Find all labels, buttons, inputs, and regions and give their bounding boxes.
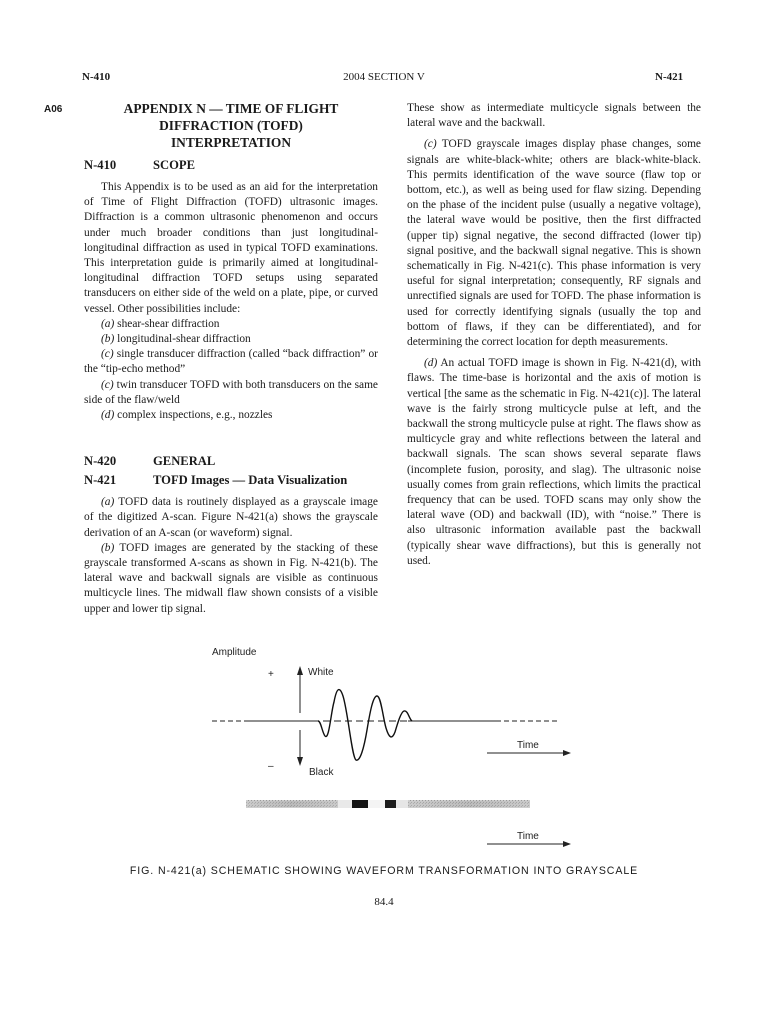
appendix-title-line: DIFFRACTION (TOFD) bbox=[159, 118, 303, 133]
time-label-upper: Time bbox=[517, 740, 539, 751]
list-text: shear-shear diffraction bbox=[117, 317, 220, 330]
paragraph-text: TOFD data is routinely displayed as a grayscale image of the digitized A-scan. Figure N-421(a) shows the grayscale derivation of an A-scan (or waveform) signal. bbox=[84, 496, 378, 539]
waveform-grayscale-figure bbox=[0, 640, 768, 855]
list-item bbox=[84, 378, 378, 408]
section-number: N-421 bbox=[84, 473, 117, 488]
black-label: Black bbox=[309, 767, 334, 778]
list-marker: (d) bbox=[101, 409, 115, 422]
paragraph-d bbox=[407, 356, 701, 569]
minus-sign: – bbox=[268, 761, 274, 772]
paragraph-marker: (d) bbox=[424, 357, 438, 370]
header-title: 2004 SECTION V bbox=[343, 71, 425, 83]
scope-paragraph: This Appendix is to be used as an aid for the interpretation of Time of Flight Diffraction (TOFD) ultrasonic images. Diffraction is a common ultrasonic phenomenon and occurs under much broader conditions than just longitudinal-longitudinal diffraction as used in typical TOFD examinations. This interpretation guide is primarily aimed at longitudinal-longitudinal diffraction TOFD setups using separated transducers on either side of the weld on a plate, pipe, or curved vessel. Other possibilities include: bbox=[84, 181, 378, 315]
header-section-left: N-410 bbox=[82, 71, 111, 83]
section-number: N-410 bbox=[84, 158, 117, 172]
amplitude-label: Amplitude bbox=[212, 647, 257, 658]
paragraph-a bbox=[84, 495, 378, 541]
list-marker: (b) bbox=[101, 333, 115, 346]
paragraph-c bbox=[407, 137, 701, 350]
list-text: single transducer diffraction (called “back diffraction” or the “tip-echo method” bbox=[84, 348, 378, 376]
left-column bbox=[84, 100, 378, 617]
section-number: N-420 bbox=[84, 454, 117, 469]
paragraph-marker: (c) bbox=[424, 138, 437, 151]
figure-caption: FIG. N-421(a) SCHEMATIC SHOWING WAVEFORM TRANSFORMATION INTO GRAYSCALE bbox=[129, 865, 639, 877]
list-text: longitudinal-shear diffraction bbox=[117, 333, 251, 346]
page-number: 84.4 bbox=[374, 896, 394, 908]
white-label: White bbox=[308, 667, 334, 678]
plus-sign: + bbox=[268, 669, 274, 680]
appendix-title-line: APPENDIX N — TIME OF FLIGHT bbox=[123, 101, 339, 116]
section-title: SCOPE bbox=[153, 158, 195, 172]
paragraph-text: TOFD images are generated by the stacking of these grayscale transformed A-scans as shown in Fig. N-421(b). The lateral wave and backwall signals are visible as continuous multicycle lines. The midwall flaw shown consists of a visible upper and lower tip signal. bbox=[84, 541, 378, 615]
paragraph-b bbox=[84, 541, 378, 617]
time-label-lower: Time bbox=[517, 831, 539, 842]
right-column bbox=[407, 101, 701, 569]
list-item bbox=[84, 408, 378, 423]
margin-revision-tag: A06 bbox=[44, 104, 63, 115]
paragraph-marker: (b) bbox=[101, 541, 115, 554]
arrow-right-icon bbox=[563, 841, 571, 847]
list-item bbox=[84, 347, 378, 377]
section-heading-tofd-images bbox=[84, 472, 378, 489]
list-marker: (a) bbox=[101, 317, 115, 330]
continued-paragraph: These show as intermediate multicycle signals between the lateral wave and the backwall. bbox=[407, 102, 701, 130]
list-marker: (c) bbox=[101, 348, 114, 361]
list-item bbox=[84, 332, 378, 347]
paragraph-text: An actual TOFD image is shown in Fig. N-421(d), with flaws. The time-base is horizontal and the axis of motion is vertical [the same as the schematic in Fig. N-421(c)]. The lateral wave is the fairly strong multicycle pulse at left, and the backwall the strong multicycle pulse at right. The flaws show as multicycle gray and white reflections between the lateral and backwall signals. The scan shows several separate flaws (incomplete fusion, porosity, and slag). The ultrasonic noise usually comes from grain reflections, which limits the practical frequency that can be used. TOFD scans may only show the lateral wave (OD) and backwall (ID), with “noise.” There is also ultrasonic information available past the backwall (typically shear wave diffractions), but this is generally not used. bbox=[407, 357, 702, 567]
section-heading-general bbox=[84, 453, 378, 470]
appendix-title bbox=[84, 100, 378, 151]
appendix-title-line: INTERPRETATION bbox=[170, 135, 292, 150]
arrow-down-icon bbox=[297, 757, 303, 766]
section-title: GENERAL bbox=[153, 454, 216, 469]
grayscale-strip bbox=[246, 800, 530, 808]
a-scan-waveform bbox=[318, 690, 412, 761]
paragraph-text: TOFD grayscale images display phase changes, some signals are white-black-white; others are black-white-black. This permits identification of the wave source (flaw top or bottom, etc.), as well as being used for flaw sizing. Depending on the phase of the incident pulse (usually a negative voltage), the lateral wave would be positive, then the first diffracted (upper tip) signal negative, the second diffracted (lower tip) signal positive, and the backwall signal negative. This is shown schematically in Fig. N-421(c). This phase information is very useful for signal interpretation; consequently, RF signals and unrectified signals are used for TOFD. The phase information is used for correctly identifying signals (usually the top and bottom of flaws, if they can be differentiated), and for determining the correct location for depth measurements. bbox=[407, 138, 701, 349]
list-marker: (c) bbox=[101, 378, 114, 391]
arrow-right-icon bbox=[563, 750, 571, 756]
section-title: TOFD Images — Data Visualization bbox=[153, 473, 348, 488]
list-text: complex inspections, e.g., nozzles bbox=[117, 409, 273, 422]
header-section-right: N-421 bbox=[655, 71, 684, 83]
list-text: twin transducer TOFD with both transducers on the same side of the flaw/weld bbox=[84, 378, 378, 406]
list-item bbox=[84, 317, 378, 332]
section-heading-scope bbox=[84, 157, 378, 174]
arrow-up-icon bbox=[297, 666, 303, 675]
paragraph-marker: (a) bbox=[101, 496, 115, 509]
